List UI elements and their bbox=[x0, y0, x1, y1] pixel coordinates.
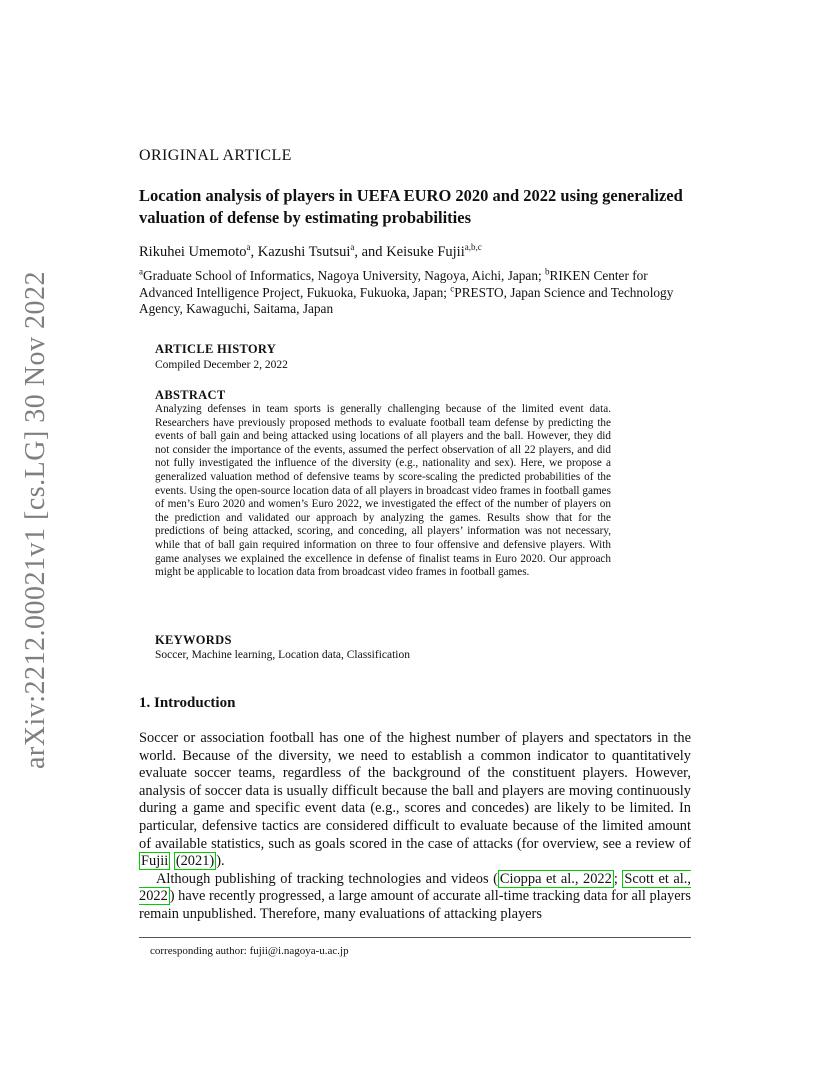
citation-link[interactable]: Fujii bbox=[141, 853, 169, 870]
affiliation-mark: c bbox=[450, 283, 455, 294]
author-list bbox=[139, 244, 482, 261]
author-affiliation-mark: a bbox=[246, 242, 251, 253]
keywords-heading: KEYWORDS bbox=[155, 633, 232, 647]
arxiv-identifier-text: arXiv:2212.00021v1 [cs.LG] 30 Nov 2022 bbox=[20, 270, 51, 770]
article-type: ORIGINAL ARTICLE bbox=[139, 147, 292, 164]
author-affiliation-mark: a bbox=[350, 242, 355, 253]
abstract-heading: ABSTRACT bbox=[155, 388, 226, 402]
citation-link[interactable]: (2021) bbox=[175, 853, 215, 870]
affiliations bbox=[139, 268, 691, 318]
compiled-date: Compiled December 2, 2022 bbox=[155, 359, 288, 371]
citation-link[interactable]: Scott et al., 2022 bbox=[139, 870, 691, 905]
footnote: corresponding author: fujii@i.nagoya-u.ac.jp bbox=[150, 945, 349, 957]
affiliation-mark: a bbox=[139, 266, 143, 277]
paper-title: Location analysis of players in UEFA EURO 2020 and 2022 using generalized valuation of defense by estimating probabilities bbox=[139, 186, 683, 227]
affiliation-text: PRESTO, Japan Science and Technology Agency, Kawaguchi, Saitama, Japan bbox=[139, 284, 674, 316]
introduction-body bbox=[139, 730, 691, 924]
arxiv-identifier bbox=[8, 270, 64, 770]
author-affiliation-mark: a,b,c bbox=[464, 242, 482, 253]
article-history-heading: ARTICLE HISTORY bbox=[155, 342, 277, 356]
paragraph bbox=[139, 871, 691, 924]
citation-separator: ; bbox=[613, 870, 623, 887]
affiliation-mark: b bbox=[545, 266, 550, 277]
paragraph bbox=[139, 730, 691, 871]
author-name: Keisuke Fujii bbox=[386, 244, 465, 260]
paragraph-text: Although publishing of tracking technologies and videos ( bbox=[156, 870, 498, 887]
paragraph-text: Soccer or association football has one of the highest number of players and spectators in the world. Because of the diversity, we need to establish a common indicator to quantitatively evaluate soccer teams, regardless of the background of the constituent players. However, analysis of soccer data is usually difficult because the ball and players are moving continuously during a game and specific event data (e.g., scores and concedes) are likely to be limited. In particular, defensive tactics are considered difficult to evaluate because of the limited amount of available statistics, such as goals scored in the case of attacks (for overview, see a review of bbox=[139, 730, 691, 852]
footnote-rule bbox=[139, 937, 691, 938]
author-separator: , and bbox=[354, 244, 387, 260]
author-name: Kazushi Tsutsui bbox=[257, 244, 351, 260]
paragraph-text: ) have recently progressed, a large amount of accurate all-time tracking data for all players remain unpublished. Therefore, many evaluations of attacking players bbox=[139, 888, 691, 922]
citation-link[interactable]: Cioppa et al., 2022 bbox=[499, 870, 612, 887]
section-heading-introduction: 1. Introduction bbox=[139, 695, 236, 711]
affiliation-text: RIKEN Center for Advanced Intelligence Project, Fukuoka, Fukuoka, Japan; bbox=[139, 268, 648, 300]
affiliation-text: Graduate School of Informatics, Nagoya University, Nagoya, Aichi, Japan; bbox=[143, 268, 545, 283]
author-name: Rikuhei Umemoto bbox=[139, 244, 247, 260]
paragraph-text: ). bbox=[216, 853, 225, 870]
author-separator: , bbox=[250, 244, 258, 260]
keywords-text: Soccer, Machine learning, Location data, Classification bbox=[155, 649, 411, 661]
abstract-text: Analyzing defenses in team sports is generally challenging because of the limited event data. Researchers have previously proposed methods to evaluate football team defense by predicting the events of ball gain and being attacked using locations of all players and the ball. However, they did not consider the importance of the events, assumed the perfect observation of all 22 players, and did not fully investigated the influence of the diversity (e.g., nationality and sex). Here, we propose a generalized valuation method of defensive teams by score-scaling the predicted probabilities of the events. Using the open-source location data of all players in broadcast video frames in football games of men’s Euro 2020 and women’s Euro 2022, we investigated the effect of the number of players on the prediction and validated our approach by analyzing the games. Results show that for the predictions of being attacked, scoring, and conceding, all players’ information was not necessary, while that of ball gain required information on three to four offensive and defensive players. With game analyses we explained the excellence in defense of finalist teams in Euro 2020. Our approach might be applicable to location data from broadcast video frames in football games. bbox=[155, 403, 611, 579]
